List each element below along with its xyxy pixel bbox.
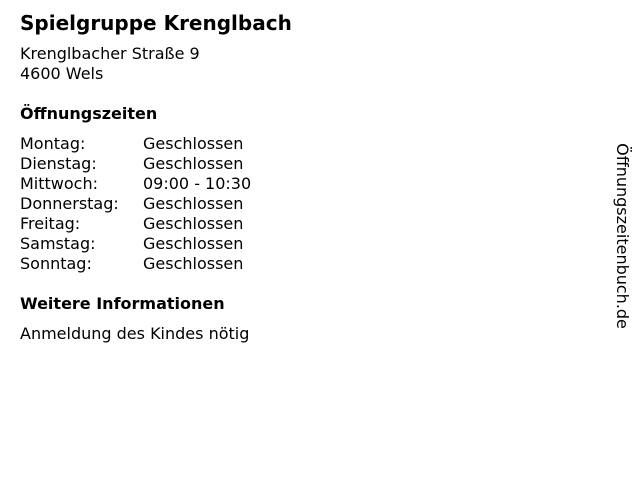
more-info-text: Anmeldung des Kindes nötig: [20, 324, 250, 343]
hours-row-wednesday: [20, 174, 251, 194]
day-label: Mittwoch:: [20, 174, 98, 193]
time-value: Geschlossen: [143, 214, 244, 233]
time-value: Geschlossen: [143, 154, 244, 173]
hours-row-thursday: [20, 194, 251, 214]
hours-row-monday: [20, 134, 251, 154]
day-label: Donnerstag:: [20, 194, 119, 213]
more-info-heading: Weitere Informationen: [20, 294, 225, 313]
time-value: Geschlossen: [143, 134, 244, 153]
hours-row-friday: [20, 214, 251, 234]
day-label: Freitag:: [20, 214, 81, 233]
address: [20, 44, 200, 84]
opening-hours-list: [20, 134, 251, 274]
day-label: Samstag:: [20, 234, 96, 253]
page-title: Spielgruppe Krenglbach: [20, 11, 292, 35]
hours-row-sunday: [20, 254, 251, 274]
opening-hours-heading: Öffnungszeiten: [20, 104, 158, 123]
time-value: Geschlossen: [143, 254, 244, 273]
hours-row-saturday: [20, 234, 251, 254]
site-watermark: Öffnungszeitenbuch.de: [613, 143, 632, 329]
time-value: Geschlossen: [143, 194, 244, 213]
time-value: 09:00 - 10:30: [143, 174, 252, 193]
day-label: Montag:: [20, 134, 86, 153]
address-street: Krenglbacher Straße 9: [20, 44, 200, 63]
day-label: Sonntag:: [20, 254, 92, 273]
time-value: Geschlossen: [143, 234, 244, 253]
address-city: 4600 Wels: [20, 64, 104, 83]
day-label: Dienstag:: [20, 154, 97, 173]
hours-row-tuesday: [20, 154, 251, 174]
